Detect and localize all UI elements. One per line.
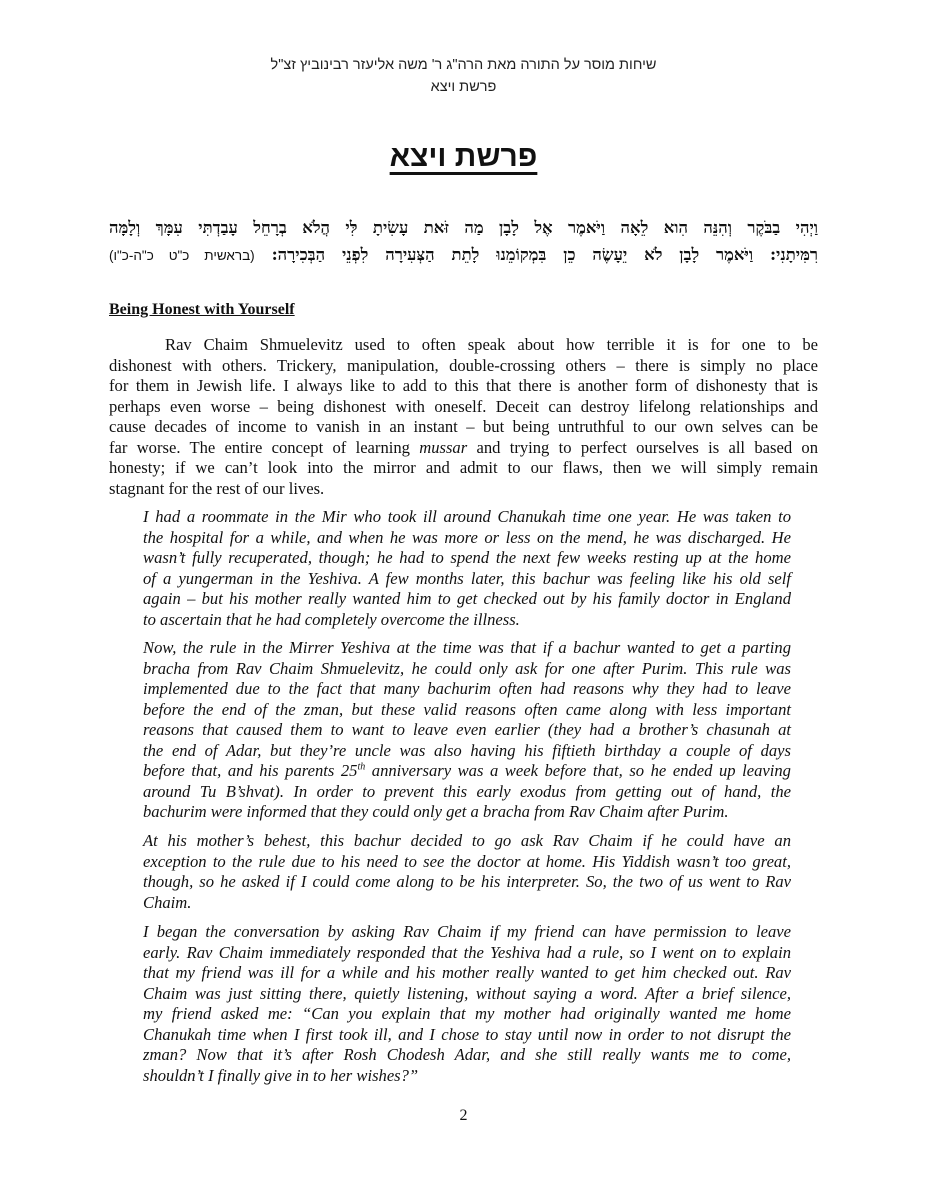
section-heading: Being Honest with Yourself bbox=[109, 301, 295, 318]
story-paragraph bbox=[143, 831, 791, 913]
text-line bbox=[143, 1066, 791, 1087]
text-segment: for them in Jewish life. I always like to add to this that there is another form of dishonesty that is bbox=[109, 376, 818, 395]
text-segment: the end of Adar, but they’re uncle was also having his fiftieth birthday a couple of days bbox=[143, 740, 791, 760]
text-segment: to ascertain that he had completely overcome the illness. bbox=[143, 609, 520, 629]
text-segment: I began the conversation by asking Rav Chaim if my friend can have permission to leave bbox=[143, 922, 791, 941]
text-segment: that my friend was ill for a while and his mother really wanted to get him checked out. Rav bbox=[143, 963, 791, 982]
text-line bbox=[143, 831, 791, 852]
text-line bbox=[143, 943, 791, 964]
text-segment: early. Rav Chaim immediately responded that the Yeshiva had a rule, so I went on to explain bbox=[143, 942, 791, 962]
text-segment: Chaim was just sitting there, quietly listening, without saying a word. After a brief silence, bbox=[143, 983, 791, 1003]
text-line bbox=[143, 638, 791, 659]
verse-line-1: וַיְהִי בַבֹּקֶר וְהִנֵּה הִוא לֵאָה וַיֹּאמֶר אֶל לָבָן מַה זֹּאת עָשִׂיתָ לִּי הֲלֹא בְרָחֵל עָבַדְתִּי עִמָּךְ וְלָמָּה bbox=[109, 218, 818, 237]
text-line bbox=[143, 963, 791, 984]
text-line bbox=[143, 507, 791, 528]
text-segment: around Tu B’shvat). In order to prevent this early exodus from getting out of hand, the bbox=[143, 781, 791, 801]
text-segment: and trying to perfect ourselves is all based on bbox=[467, 437, 818, 457]
text-line bbox=[143, 610, 791, 631]
text-line bbox=[143, 720, 791, 741]
text-segment: I had a roommate in the Mir who took ill around Chanukah time one year. He was taken to bbox=[143, 507, 791, 526]
text-segment: wasn’t fully recuperated, though; he had to spend the next few weeks resting up at the home bbox=[143, 548, 791, 567]
text-line bbox=[143, 761, 791, 782]
verse-line-2-text: רִמִּיתָנִי: וַיֹּאמֶר לָבָן לֹא יֵעָשֶׂה כֵן בִּמְקוֹמֵנוּ לָתֵת הַצְּעִירָה לִפְנֵי הַבְּכִירָה: bbox=[271, 245, 819, 264]
body-paragraph bbox=[109, 335, 818, 499]
verse-quote bbox=[109, 214, 818, 269]
text-line bbox=[143, 802, 791, 823]
text-segment: dishonest with others. Trickery, manipulation, double-crossing others – there is simply no place bbox=[109, 355, 818, 375]
text-line bbox=[109, 397, 818, 418]
page-title-text: פרשת ויצא bbox=[389, 140, 538, 173]
text-segment: though, so he asked if I could come along to be his interpreter. So, the two of us went to Rav bbox=[143, 872, 791, 891]
text-line bbox=[109, 417, 818, 438]
text-line bbox=[143, 893, 791, 914]
verse-line-2 bbox=[109, 241, 818, 269]
text-line bbox=[143, 1004, 791, 1025]
text-segment: At his mother’s behest, this bachur decided to go ask Rav Chaim if he could have an bbox=[143, 831, 791, 850]
text-line bbox=[109, 479, 818, 500]
text-line bbox=[109, 438, 818, 459]
text-segment: Chanukah time when I first took ill, and I chose to stay until now in order to not disrupt the bbox=[143, 1024, 791, 1044]
running-header-title: שיחות מוסר על התורה מאת הרה"ג ר' משה אליעזר רבינוביץ זצ"ל bbox=[270, 57, 657, 73]
text-line bbox=[143, 528, 791, 549]
story-paragraph bbox=[143, 922, 791, 1086]
text-line bbox=[143, 569, 791, 590]
text-segment: the hospital for a while, and when he was more or less on the mend, he was discharged. He bbox=[143, 527, 791, 547]
text-line bbox=[109, 356, 818, 377]
text-segment: implemented due to the fact that many bachurim often had reasons why they had to leave bbox=[143, 679, 791, 698]
text-segment: anniversary was a week before that, so he ended up leaving bbox=[365, 761, 791, 780]
text-segment: bachurim were informed that they could only get a bracha from Rav Chaim after Purim. bbox=[143, 802, 729, 821]
text-line bbox=[143, 782, 791, 803]
story-paragraph bbox=[143, 507, 791, 630]
text-segment: Chaim. bbox=[143, 892, 192, 912]
text-segment: far worse. The entire concept of learning bbox=[109, 437, 420, 457]
text-segment: perhaps even worse – being dishonest with oneself. Deceit can destroy lifelong relationships and bbox=[109, 396, 818, 416]
text-line bbox=[143, 1045, 791, 1066]
verse-source: (בראשית כ"ט כ"ה-כ"ו) bbox=[109, 248, 255, 263]
text-line bbox=[143, 548, 791, 569]
text-segment: shouldn’t I finally give in to her wishes?” bbox=[143, 1065, 419, 1085]
superscript: th bbox=[357, 761, 366, 773]
page-title bbox=[0, 140, 927, 174]
running-header-parsha: פרשת ויצא bbox=[430, 79, 497, 95]
text-line bbox=[143, 922, 791, 943]
text-line bbox=[143, 872, 791, 893]
text-segment: before the end of the zman, but these valid reasons often came along with less important bbox=[143, 699, 791, 719]
text-line bbox=[109, 458, 818, 479]
text-line bbox=[143, 1025, 791, 1046]
text-segment: stagnant for the rest of our lives. bbox=[109, 478, 325, 498]
text-line bbox=[143, 700, 791, 721]
text-segment: exception to the rule due to his need to see the doctor at home. His Yiddish wasn’t too great, bbox=[143, 851, 791, 871]
story-paragraph bbox=[143, 638, 791, 823]
text-line bbox=[143, 589, 791, 610]
emphasis-text: mussar bbox=[419, 437, 468, 457]
text-line bbox=[143, 659, 791, 680]
text-line bbox=[143, 852, 791, 873]
text-segment: honesty; if we can’t look into the mirror and admit to our flaws, then we will simply remain bbox=[109, 458, 818, 477]
text-line bbox=[109, 376, 818, 397]
text-segment: reasons that caused them to want to leave even earlier (they had a brother’s chasunah at bbox=[143, 720, 791, 739]
text-segment: my friend asked me: “Can you explain that my mother had originally wanted me home bbox=[143, 1004, 791, 1023]
text-segment: before that, and his parents 25 bbox=[143, 761, 358, 780]
text-segment: Rav Chaim Shmuelevitz used to often speak about how terrible it is for one to be bbox=[165, 335, 818, 354]
text-segment: bracha from Rav Chaim Shmuelevitz, he could only ask for one after Purim. This rule was bbox=[143, 658, 791, 678]
page-number: 2 bbox=[459, 1107, 468, 1124]
text-line bbox=[143, 984, 791, 1005]
text-segment: again – but his mother really wanted him to get checked out by his family doctor in England bbox=[143, 589, 791, 608]
text-segment: of a yungerman in the Yeshiva. A few months later, this bachur was feeling like his old self bbox=[143, 568, 791, 588]
text-line bbox=[143, 741, 791, 762]
text-line bbox=[143, 679, 791, 700]
text-segment: cause decades of income to vanish in an instant – but being untruthful to our own selves can be bbox=[109, 417, 818, 436]
text-line bbox=[109, 335, 818, 356]
text-segment: zman? Now that it’s after Rosh Chodesh Adar, and she still really wants me to come, bbox=[143, 1045, 791, 1064]
text-segment: Now, the rule in the Mirrer Yeshiva at the time was that if a bachur wanted to get a parting bbox=[143, 638, 791, 657]
